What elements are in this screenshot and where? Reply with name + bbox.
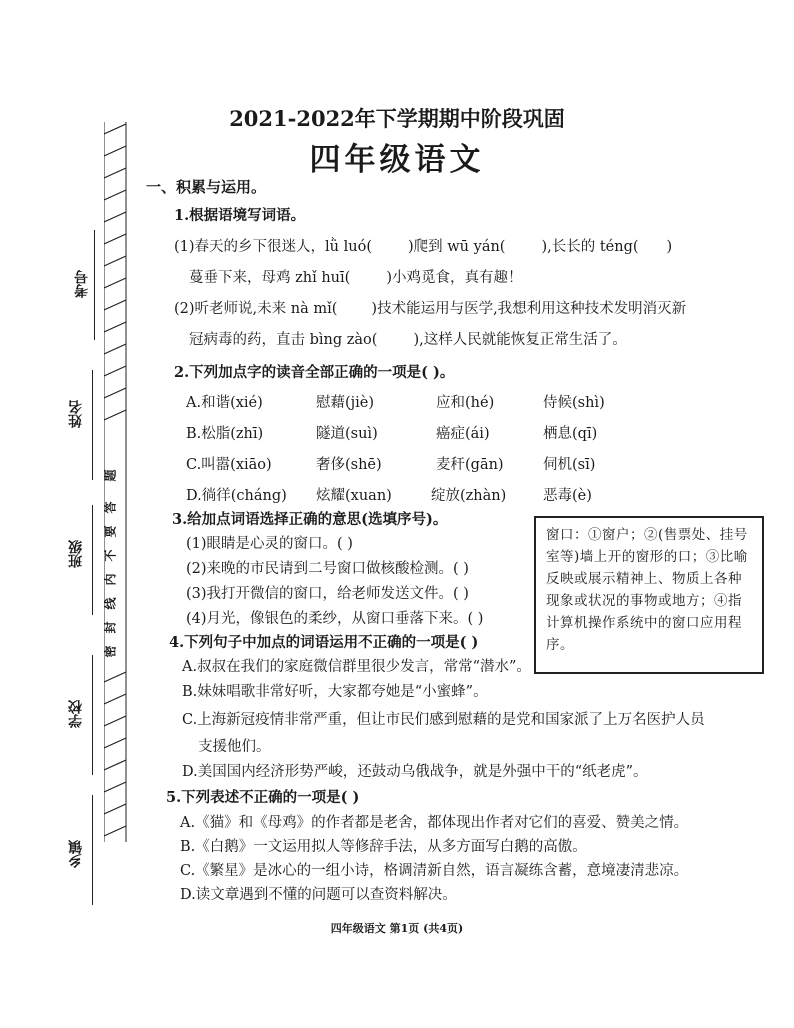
seal-char: 内: [103, 573, 118, 586]
q4-title: 4.下列句子中加点的词语运用不正确的一项是( ): [169, 634, 479, 651]
q1-text: )爬到 wū yán(: [408, 239, 506, 255]
seal-char: 不: [103, 549, 118, 562]
q5-option-c[interactable]: C.《繁星》是冰心的一组小诗，格调清新自然，语言凝练含蓄，意境凄清悲凉。: [180, 863, 689, 879]
q3-item-2[interactable]: (2)来晚的市民请到二号窗口做核酸检测。( ): [186, 561, 469, 577]
q2-option-a[interactable]: A.和谐(xié): [186, 395, 263, 411]
q1-title: 1.根据语境写词语。: [174, 207, 306, 224]
label-school: 学校: [68, 700, 84, 728]
q4-option-d[interactable]: D.美国国内经济形势严峻，还鼓动乌俄战争，就是外强中干的“纸老虎”。: [182, 764, 648, 780]
q1-p1-line2: [189, 269, 522, 287]
seal-char: 线: [103, 597, 118, 610]
q1-text: ),长长的 téng(: [541, 239, 639, 255]
section-heading: 一、积累与运用。: [146, 178, 267, 196]
q2-word: 绽放(zhàn): [431, 488, 507, 504]
q5-option-a[interactable]: A.《猫》和《母鸡》的作者都是老舍，都体现出作者对它们的喜爱、赞美之情。: [180, 815, 689, 831]
seal-char: 密: [103, 645, 118, 658]
q2-option-b[interactable]: B.松脂(zhī): [186, 426, 264, 442]
definition-box: 窗口：①窗户；②(售票处、挂号室等)墙上开的窗形的口；③比喻反映或展示精神上、物质上各种现象或状况的事物或地方；④指计算机操作系统中的窗口应用程序。: [534, 516, 764, 674]
q1-p2-line1: [174, 300, 686, 318]
q2-option-d[interactable]: D.徜徉(cháng): [186, 488, 287, 504]
page-footer: 四年级语文 第1页 (共4页): [330, 922, 464, 935]
label-class: 班级: [68, 540, 84, 568]
label-town: 乡镇: [68, 840, 84, 868]
q1-text: ): [666, 239, 673, 255]
seal-char: 题: [103, 469, 118, 482]
q1-text: (2)听老师说,未来 nà mǐ(: [174, 301, 338, 317]
q2-word: 麦秆(gān): [436, 457, 504, 473]
field-exam-number[interactable]: [94, 230, 95, 340]
q4-option-b[interactable]: B.妹妹唱歌非常好听，大家都夸她是“小蜜蜂”。: [182, 684, 488, 700]
q5-option-b[interactable]: B.《白鹅》一文运用拟人等修辞手法，从多方面写白鹅的高傲。: [180, 839, 587, 855]
exam-subtitle: 四年级语文: [309, 142, 485, 178]
exam-title: 2021-2022年下学期期中阶段巩固: [229, 106, 565, 131]
q5-title: 5.下列表述不正确的一项是( ): [166, 789, 360, 806]
label-name: 姓名: [68, 400, 84, 428]
q2-word: 恶毒(è): [543, 488, 592, 504]
q4-option-c[interactable]: C.上海新冠疫情非常严重，但让市民们感到慰藉的是党和国家派了上万名医护人员: [182, 712, 705, 728]
field-class[interactable]: [92, 505, 93, 615]
q2-option-c[interactable]: C.叫嚣(xiāo): [186, 457, 272, 473]
q2-word: 奢侈(shē): [316, 457, 382, 473]
q3-item-4[interactable]: (4)月光，像银色的柔纱，从窗口垂落下来。( ): [186, 611, 484, 627]
q3-item-3[interactable]: (3)我打开微信的窗口，给老师发送文件。( ): [186, 586, 469, 602]
q2-title: 2.下列加点字的读音全部正确的一项是( )。: [174, 364, 455, 381]
q2-word: 侍候(shì): [543, 395, 605, 411]
field-name[interactable]: [92, 370, 93, 480]
q1-text: 冠病毒的药，直击 bìng zào(: [189, 332, 378, 348]
q2-word: 栖息(qī): [543, 426, 598, 442]
q2-word: 癌症(ái): [436, 426, 490, 442]
label-exam-number: 考号: [74, 270, 90, 298]
q2-word: 应和(hé): [436, 395, 495, 411]
q2-word: 炫耀(xuan): [316, 488, 392, 504]
q3-item-1[interactable]: (1)眼睛是心灵的窗口。( ): [186, 536, 353, 552]
q3-title: 3.给加点词语选择正确的意思(选填序号)。: [172, 511, 448, 528]
field-town[interactable]: [92, 795, 93, 905]
seal-char: 封: [103, 621, 118, 634]
q2-word: 隧道(suì): [316, 426, 378, 442]
q4-option-c-cont: 支援他们。: [198, 739, 271, 755]
q1-p2-line2: [189, 331, 627, 349]
seal-char: 答: [103, 501, 118, 514]
q1-text: ),这样人民就能恢复正常生活了。: [413, 332, 627, 348]
q2-word: 伺机(sī): [543, 457, 596, 473]
q2-word: 慰藉(jiè): [316, 395, 375, 411]
q1-text: (1)春天的乡下很迷人，lǜ luó(: [174, 239, 372, 255]
seal-char: 要: [103, 525, 118, 538]
q1-p1-line1: [174, 238, 672, 256]
q5-option-d[interactable]: D.读文章遇到不懂的问题可以查资料解决。: [180, 887, 457, 903]
q1-text: )小鸡觅食，真有趣！: [386, 270, 523, 286]
q1-text: )技术能运用与医学,我想利用这种技术发明消灭新: [371, 301, 687, 317]
q1-text: 蔓垂下来，母鸡 zhǐ huī(: [189, 270, 351, 286]
q4-option-a[interactable]: A.叔叔在我们的家庭微信群里很少发言，常常“潜水”。: [182, 659, 531, 675]
field-school[interactable]: [92, 655, 93, 775]
